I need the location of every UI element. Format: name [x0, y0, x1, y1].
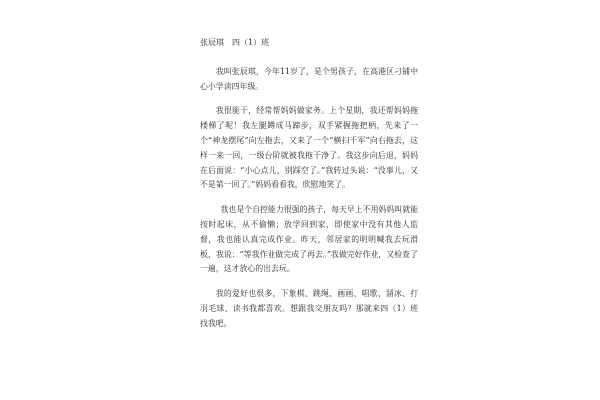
essay-heading: 张辰琪 四（1）班 [200, 38, 270, 47]
paragraph-housework: 我很能干，经常帮妈妈做家务。上个星期，我还帮妈妈拖楼梯了呢！我左腿蹲成马蹄步，双手紧握拖把柄，先来了一个“神龙摆尾”向左拖去，又来了一个“横扫千军”向右拖去，这样一来一回，一级台阶就被我拖干净了。我这步向后退，妈妈在后面说：“小心点儿，别踩空了。”我转过头说：“没事儿，又不是第一回了。”妈妈看看我，欣慰地笑了。 [200, 106, 418, 190]
paragraph-intro: 我叫张辰琪，今年11岁了，是个男孩子，在高港区刁铺中心小学读四年级。 [200, 66, 418, 91]
essay-body [200, 36, 418, 342]
paragraph-hobbies: 我的爱好也很多，下象棋、跳绳、画画、唱歌、溜冰、打羽毛球、读书我都喜欢。想跟我交朋友吗？那就来四（1）班找我吧。 [200, 289, 418, 328]
paragraph-self-control: 我也是个自控能力很强的孩子，每天早上不用妈妈叫就能按时起床，从不偷懒；放学回到家，即使家中没有其他人监督，我也能认真完成作业。昨天，邻居家的明明喊我去玩滑板，我说：“等我作业做完成了再去。”我做完好作业，又检查了一遍，这才放心的出去玩。 [200, 205, 418, 274]
